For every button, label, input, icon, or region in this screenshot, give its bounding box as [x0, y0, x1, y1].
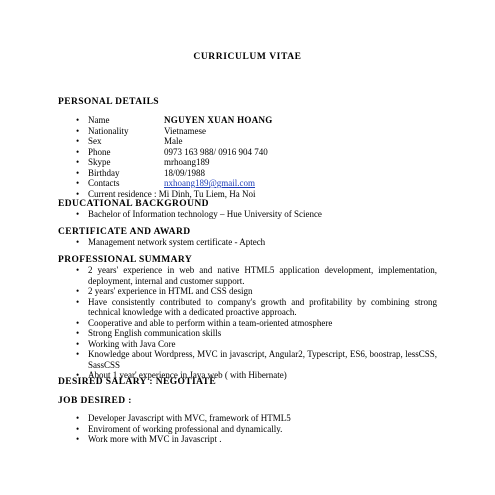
education-list — [76, 209, 322, 220]
list-item: • Enviroment of working professional and dynamically. — [76, 424, 291, 435]
personal-row-sex — [76, 136, 273, 147]
list-item: • 2 years' experience in web and native HTML5 application development, implementation, deployment, internal and customer support. — [76, 265, 437, 286]
row-value: mrhoang189 — [164, 157, 210, 167]
row-value: NGUYEN XUAN HOANG — [164, 115, 273, 125]
row-value: 0973 163 988/ 0916 904 740 — [164, 146, 268, 157]
email-link[interactable]: nxhoang189@gmail.com — [164, 178, 256, 188]
list-item: • Work more with MVC in Javascript . — [76, 434, 291, 445]
list-item: • Knowledge about Wordpress, MVC in javascript, Angular2, Typescript, ES6, boostrap, lessCSS, SassCSS — [76, 349, 437, 370]
row-label: Phone — [88, 146, 111, 157]
personal-details-heading: PERSONAL DETAILS — [58, 97, 159, 107]
personal-row-name — [76, 115, 273, 126]
list-item: • Management network system certificate - Aptech — [76, 237, 265, 248]
summary-list — [76, 265, 437, 381]
certificate-list — [76, 237, 265, 248]
list-item: • Have consistently contributed to company's growth and profitability by combining strong technical knowledge with a dedicated proactive approach. — [76, 297, 437, 318]
education-heading: EDUCATIONAL BACKGROUND — [58, 199, 209, 209]
row-value: Vietnamese — [164, 125, 206, 136]
personal-row-nationality — [76, 126, 273, 137]
personal-row-phone — [76, 147, 273, 158]
personal-row-residence — [76, 189, 273, 200]
list-item: • About 1 year' experience in Java web ( with Hibernate) — [76, 370, 437, 381]
row-label: Skype — [88, 157, 111, 167]
row-value: Male — [164, 136, 183, 146]
row-label: Sex — [88, 136, 102, 146]
list-item: • Working with Java Core — [76, 339, 437, 350]
job-desired-list — [76, 413, 291, 445]
certificate-heading: CERTIFICATE AND AWARD — [58, 227, 191, 237]
personal-row-skype — [76, 157, 273, 168]
row-value: 18/09/1988 — [164, 167, 206, 178]
row-label: Birthday — [88, 167, 120, 178]
row-label: Nationality — [88, 125, 129, 136]
list-item: • Strong English communication skills — [76, 328, 437, 339]
list-item: • Bachelor of Information technology – Hue University of Science — [76, 209, 322, 220]
desired-salary-heading: DESIRED SALARY : NEGOTIATE — [58, 377, 217, 387]
job-desired-heading: JOB DESIRED : — [58, 396, 132, 406]
list-item: • Developer Javascript with MVC, framework of HTML5 — [76, 413, 291, 424]
residence-text: Current residence : Mi Dinh, Tu Liem, Ha Noi — [88, 188, 256, 199]
row-label: Contacts — [88, 178, 120, 188]
personal-details-list — [76, 115, 273, 199]
personal-row-contacts — [76, 178, 273, 189]
list-item: • 2 years' experience in HTML and CSS design — [76, 286, 437, 297]
row-label: Name — [88, 115, 110, 125]
list-item: • Cooperative and able to perform within a team-oriented atmosphere — [76, 318, 437, 329]
summary-heading: PROFESSIONAL SUMMARY — [58, 255, 193, 265]
document-title: CURRICULUM VITAE — [193, 52, 302, 62]
personal-row-birthday — [76, 168, 273, 179]
